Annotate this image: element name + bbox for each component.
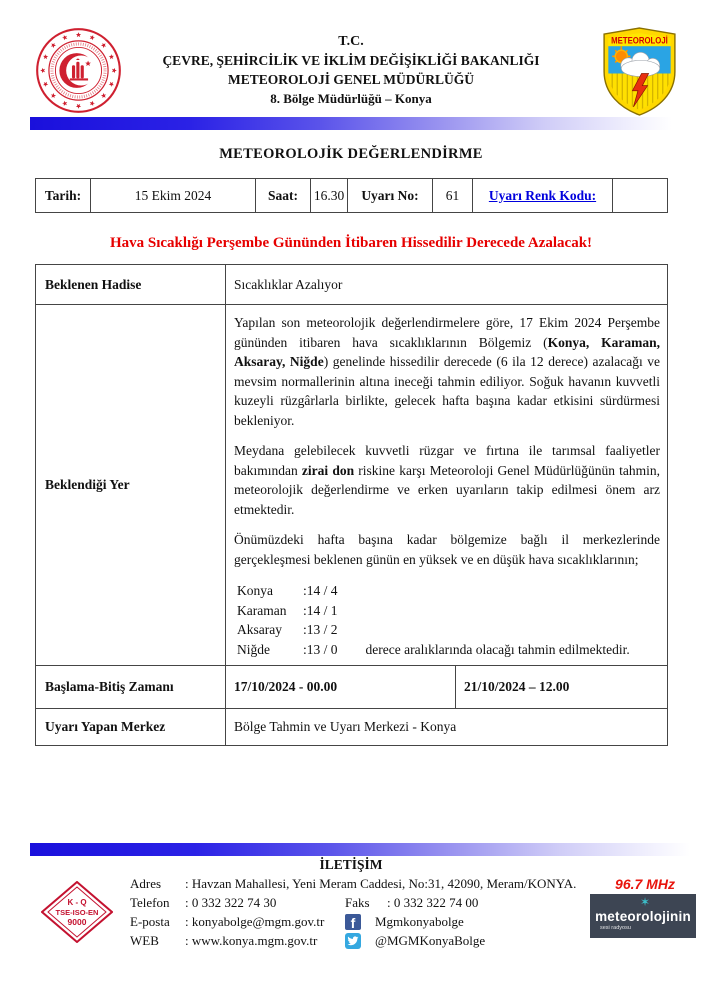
city-row-karaman: Karaman :14 / 1 [237, 602, 338, 618]
tse-line2: TSE-ISO-EN [55, 908, 99, 917]
twitter-icon [345, 933, 361, 949]
header-directorate: METEOROLOJİ GENEL MÜDÜRLÜĞÜ [227, 72, 475, 87]
city-row-nigde: Niğde :13 / 0 derece aralıklarında olacağı tahmin edilmektedir. [237, 641, 630, 657]
meteorology-shield-icon [599, 27, 680, 116]
warning-no-value: 61 [433, 179, 473, 213]
contact-row-web [130, 931, 576, 950]
document-title: METEOROLOJİK DEĞERLENDİRME [219, 146, 483, 162]
start-end-label: Başlama-Bitiş Zamanı [36, 666, 226, 709]
faks-value: : 0 332 322 74 00 [387, 895, 479, 910]
paragraph-frost-risk: Meydana gelebilecek kuvvetli rüzgar ve fırtına ile tarımsal faaliyetler bakımından zirai don riskine karşı Meteoroloji Genel Müdürlüğünün tahmin, meteorolojik değerlendirme ve erken uyarıların takip edilmesi önem arz etmektedir. [234, 443, 660, 517]
expected-event-value: Sıcaklıklar Azalıyor [226, 265, 668, 305]
telefon-value: : 0 332 322 74 30 [185, 895, 277, 910]
tse-line1: K - Q [67, 898, 87, 907]
time-label: Saat: [256, 179, 311, 213]
end-datetime: 21/10/2024 – 12.00 [456, 666, 668, 709]
adres-label: Adres [130, 876, 162, 891]
header-tc: T.C. [338, 34, 364, 49]
contact-block [130, 874, 576, 950]
web-value: : www.konya.mgm.gov.tr [185, 933, 318, 948]
date-value: 15 Ekim 2024 [91, 179, 256, 213]
eposta-label: E-posta [130, 914, 170, 929]
city-list-suffix: derece aralıklarında olacağı tahmin edilmektedir. [365, 641, 630, 657]
expected-event-label: Beklenen Hadise [36, 265, 226, 305]
warning-no-label: Uyarı No: [348, 179, 433, 213]
eposta-value: : konyabolge@mgm.gov.tr [185, 914, 325, 929]
web-label: WEB [130, 933, 159, 948]
warning-detail-table [35, 264, 668, 746]
time-value: 16.30 [311, 179, 348, 213]
zirai-don-bold: zirai don [301, 462, 355, 478]
bulletin-info-table [35, 178, 668, 213]
facebook-handle: Mgmkonyabolge [375, 914, 464, 929]
city-row-konya: Konya :14 / 4 [237, 583, 338, 598]
header-region: 8. Bölge Müdürlüğü – Konya [270, 91, 432, 106]
expected-location-label: Beklendiği Yer [36, 305, 226, 666]
radio-name: meteorolojinin [595, 909, 691, 924]
footer-divider-bar [30, 843, 690, 856]
start-datetime: 17/10/2024 - 00.00 [226, 666, 456, 709]
mgm-logo-text: METEOROLOJİ [611, 35, 668, 46]
date-label: Tarih: [36, 179, 91, 213]
contact-row-eposta [130, 912, 576, 931]
telefon-label: Telefon [130, 895, 170, 910]
twitter-handle: @MGMKonyaBolge [375, 933, 486, 948]
issuing-center-label: Uyarı Yapan Merkez [36, 709, 226, 746]
tse-iso-9000-icon [41, 881, 113, 943]
faks-label: Faks [345, 895, 370, 910]
color-code-value [613, 179, 668, 213]
radio-subtitle: sesi radyosu [600, 925, 631, 931]
radio-frequency: 96.7 MHz [615, 876, 675, 892]
header-titles [0, 32, 702, 108]
warning-headline: Hava Sıcaklığı Perşembe Gününden İtibaren Hissedilir Derecede Azalacak! [109, 235, 593, 251]
header-divider-bar [30, 117, 672, 130]
color-code-link[interactable]: Uyarı Renk Kodu: [488, 187, 597, 203]
city-temperature-list [234, 581, 660, 659]
city-row-aksaray: Aksaray :13 / 2 [237, 622, 338, 637]
radio-star-icon: ✶ [640, 895, 651, 909]
contact-row-telefon [130, 893, 576, 912]
header-ministry: ÇEVRE, ŞEHİRCİLİK VE İKLİM DEĞİŞİKLİĞİ BAKANLIĞI [162, 53, 540, 68]
paragraph-temps-intro: Önümüzdeki hafta başına kadar bölgemize bağlı il merkezlerinde gerçekleşmesi beklenen günün en yüksek ve en düşük hava sıcaklıklarının; [234, 532, 660, 567]
adres-value: : Havzan Mahallesi, Yeni Meram Caddesi, No:31, 42090, Meram/KONYA. [185, 876, 577, 891]
radio-logo [590, 894, 696, 938]
issuing-center-value: Bölge Tahmin ve Uyarı Merkezi - Konya [226, 709, 668, 746]
tse-line3: 9000 [67, 917, 87, 927]
contact-section-title: İLETİŞİM [319, 857, 383, 872]
assessment-text [226, 305, 668, 666]
contact-row-adres [130, 874, 576, 893]
provinces-bold: Konya, Karaman, Aksaray, Niğde [234, 334, 660, 369]
paragraph-forecast: Yapılan son meteorolojik değerlendirmelere göre, 17 Ekim 2024 Perşembe gününden itibaren hava sıcaklıklarının Bölgemiz (Konya, Karaman, Aksaray, Niğde) genelinde hissedilir derecede (6 ila 12 derece) azalacağı ve mevsim normallerinin altına ineceği tahmin ediliyor. Soğuk havanın kuvvetli kuzeyli rüzgârlarla birlikte, gelecek hafta başına kadar etkisini sürdürmesi bekleniyor. [234, 315, 660, 428]
facebook-icon: f [345, 914, 361, 930]
